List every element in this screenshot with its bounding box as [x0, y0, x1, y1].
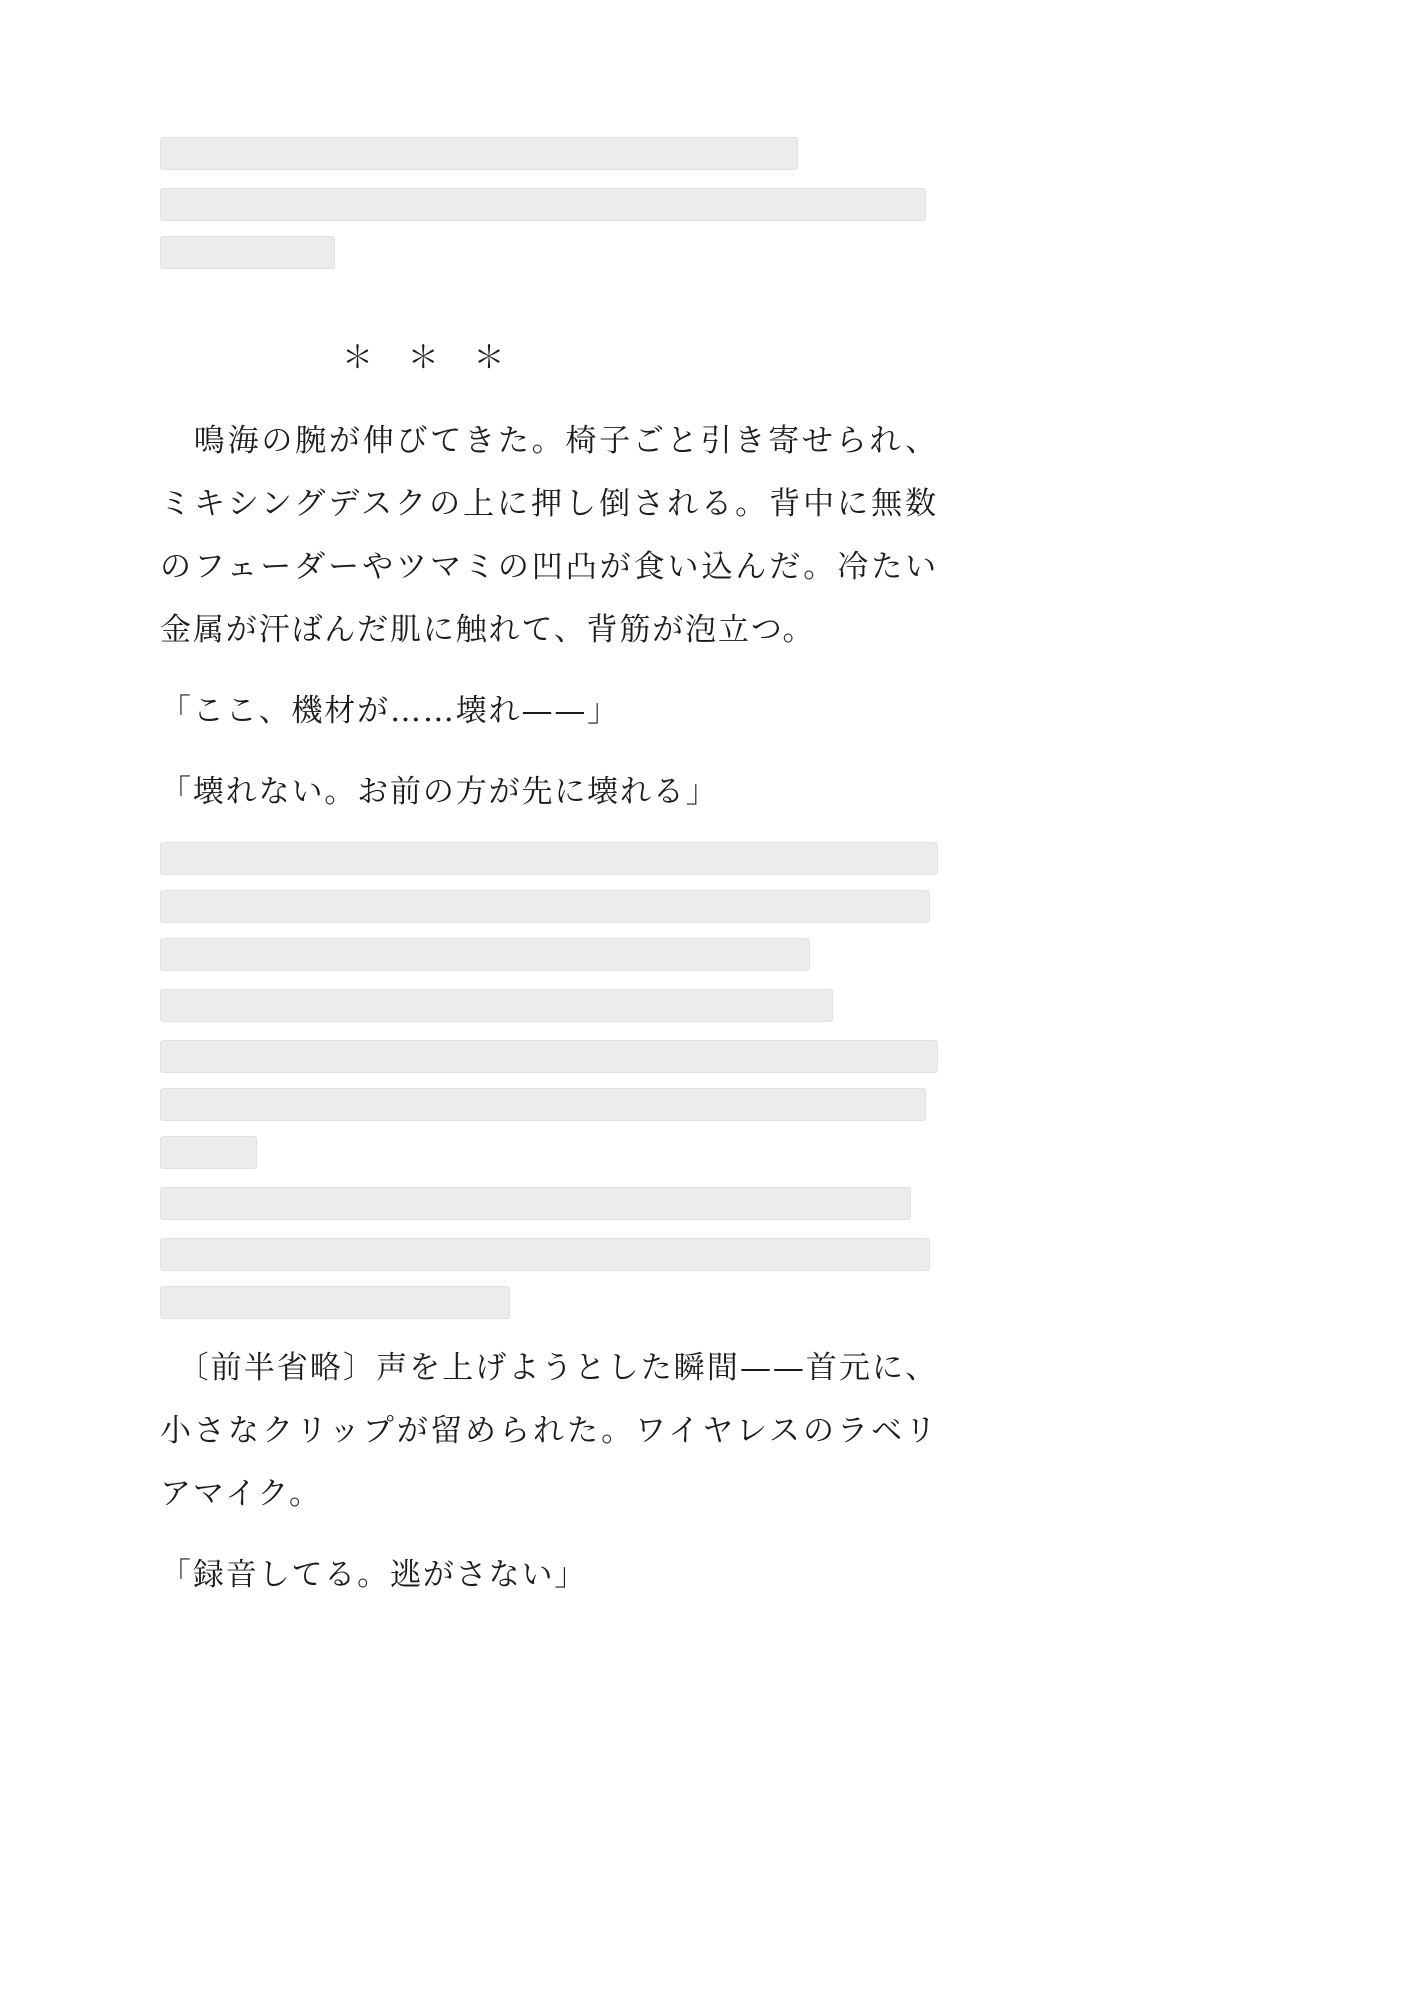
redacted-paragraph: [160, 842, 938, 971]
redacted-paragraph: [160, 188, 938, 269]
redacted-paragraph: [160, 1187, 938, 1220]
text-column: [160, 122, 938, 1625]
dialogue-line: 「壊れない。お前の方が先に壊れる」: [160, 774, 719, 810]
paragraph: 〔前半省略〕声を上げようとした瞬間——首元に、小さなクリップが留められた。ワイヤレスのラベリアマイク。: [160, 1350, 938, 1512]
redacted-line: [160, 137, 798, 170]
redacted-line: [160, 989, 833, 1022]
redacted-line: [160, 1040, 938, 1073]
redacted-line: [160, 236, 335, 269]
dialogue-line: 「ここ、機材が……壊れ——」: [160, 693, 621, 729]
redacted-line: [160, 188, 926, 221]
redacted-paragraph: [160, 989, 938, 1022]
redacted-line: [160, 890, 930, 923]
section-separator: ＊ ＊ ＊: [342, 340, 507, 376]
redacted-line: [160, 1136, 257, 1169]
paragraph: 鳴海の腕が伸びてきた。椅子ごと引き寄せられ、ミキシングデスクの上に押し倒される。背中に無数のフェーダーやツマミの凹凸が食い込んだ。冷たい金属が汗ばんだ肌に触れて、背筋が泡立つ。: [160, 423, 938, 648]
redacted-paragraph: [160, 1238, 938, 1319]
redacted-line: [160, 1286, 510, 1319]
redacted-paragraph: [160, 137, 938, 170]
redacted-line: [160, 842, 938, 875]
redacted-line: [160, 1187, 911, 1220]
redacted-line: [160, 1088, 926, 1121]
dialogue-line: 「録音してる。逃がさない」: [160, 1557, 588, 1593]
redacted-line: [160, 1238, 930, 1271]
redacted-line: [160, 938, 810, 971]
redacted-paragraph: [160, 1040, 938, 1169]
